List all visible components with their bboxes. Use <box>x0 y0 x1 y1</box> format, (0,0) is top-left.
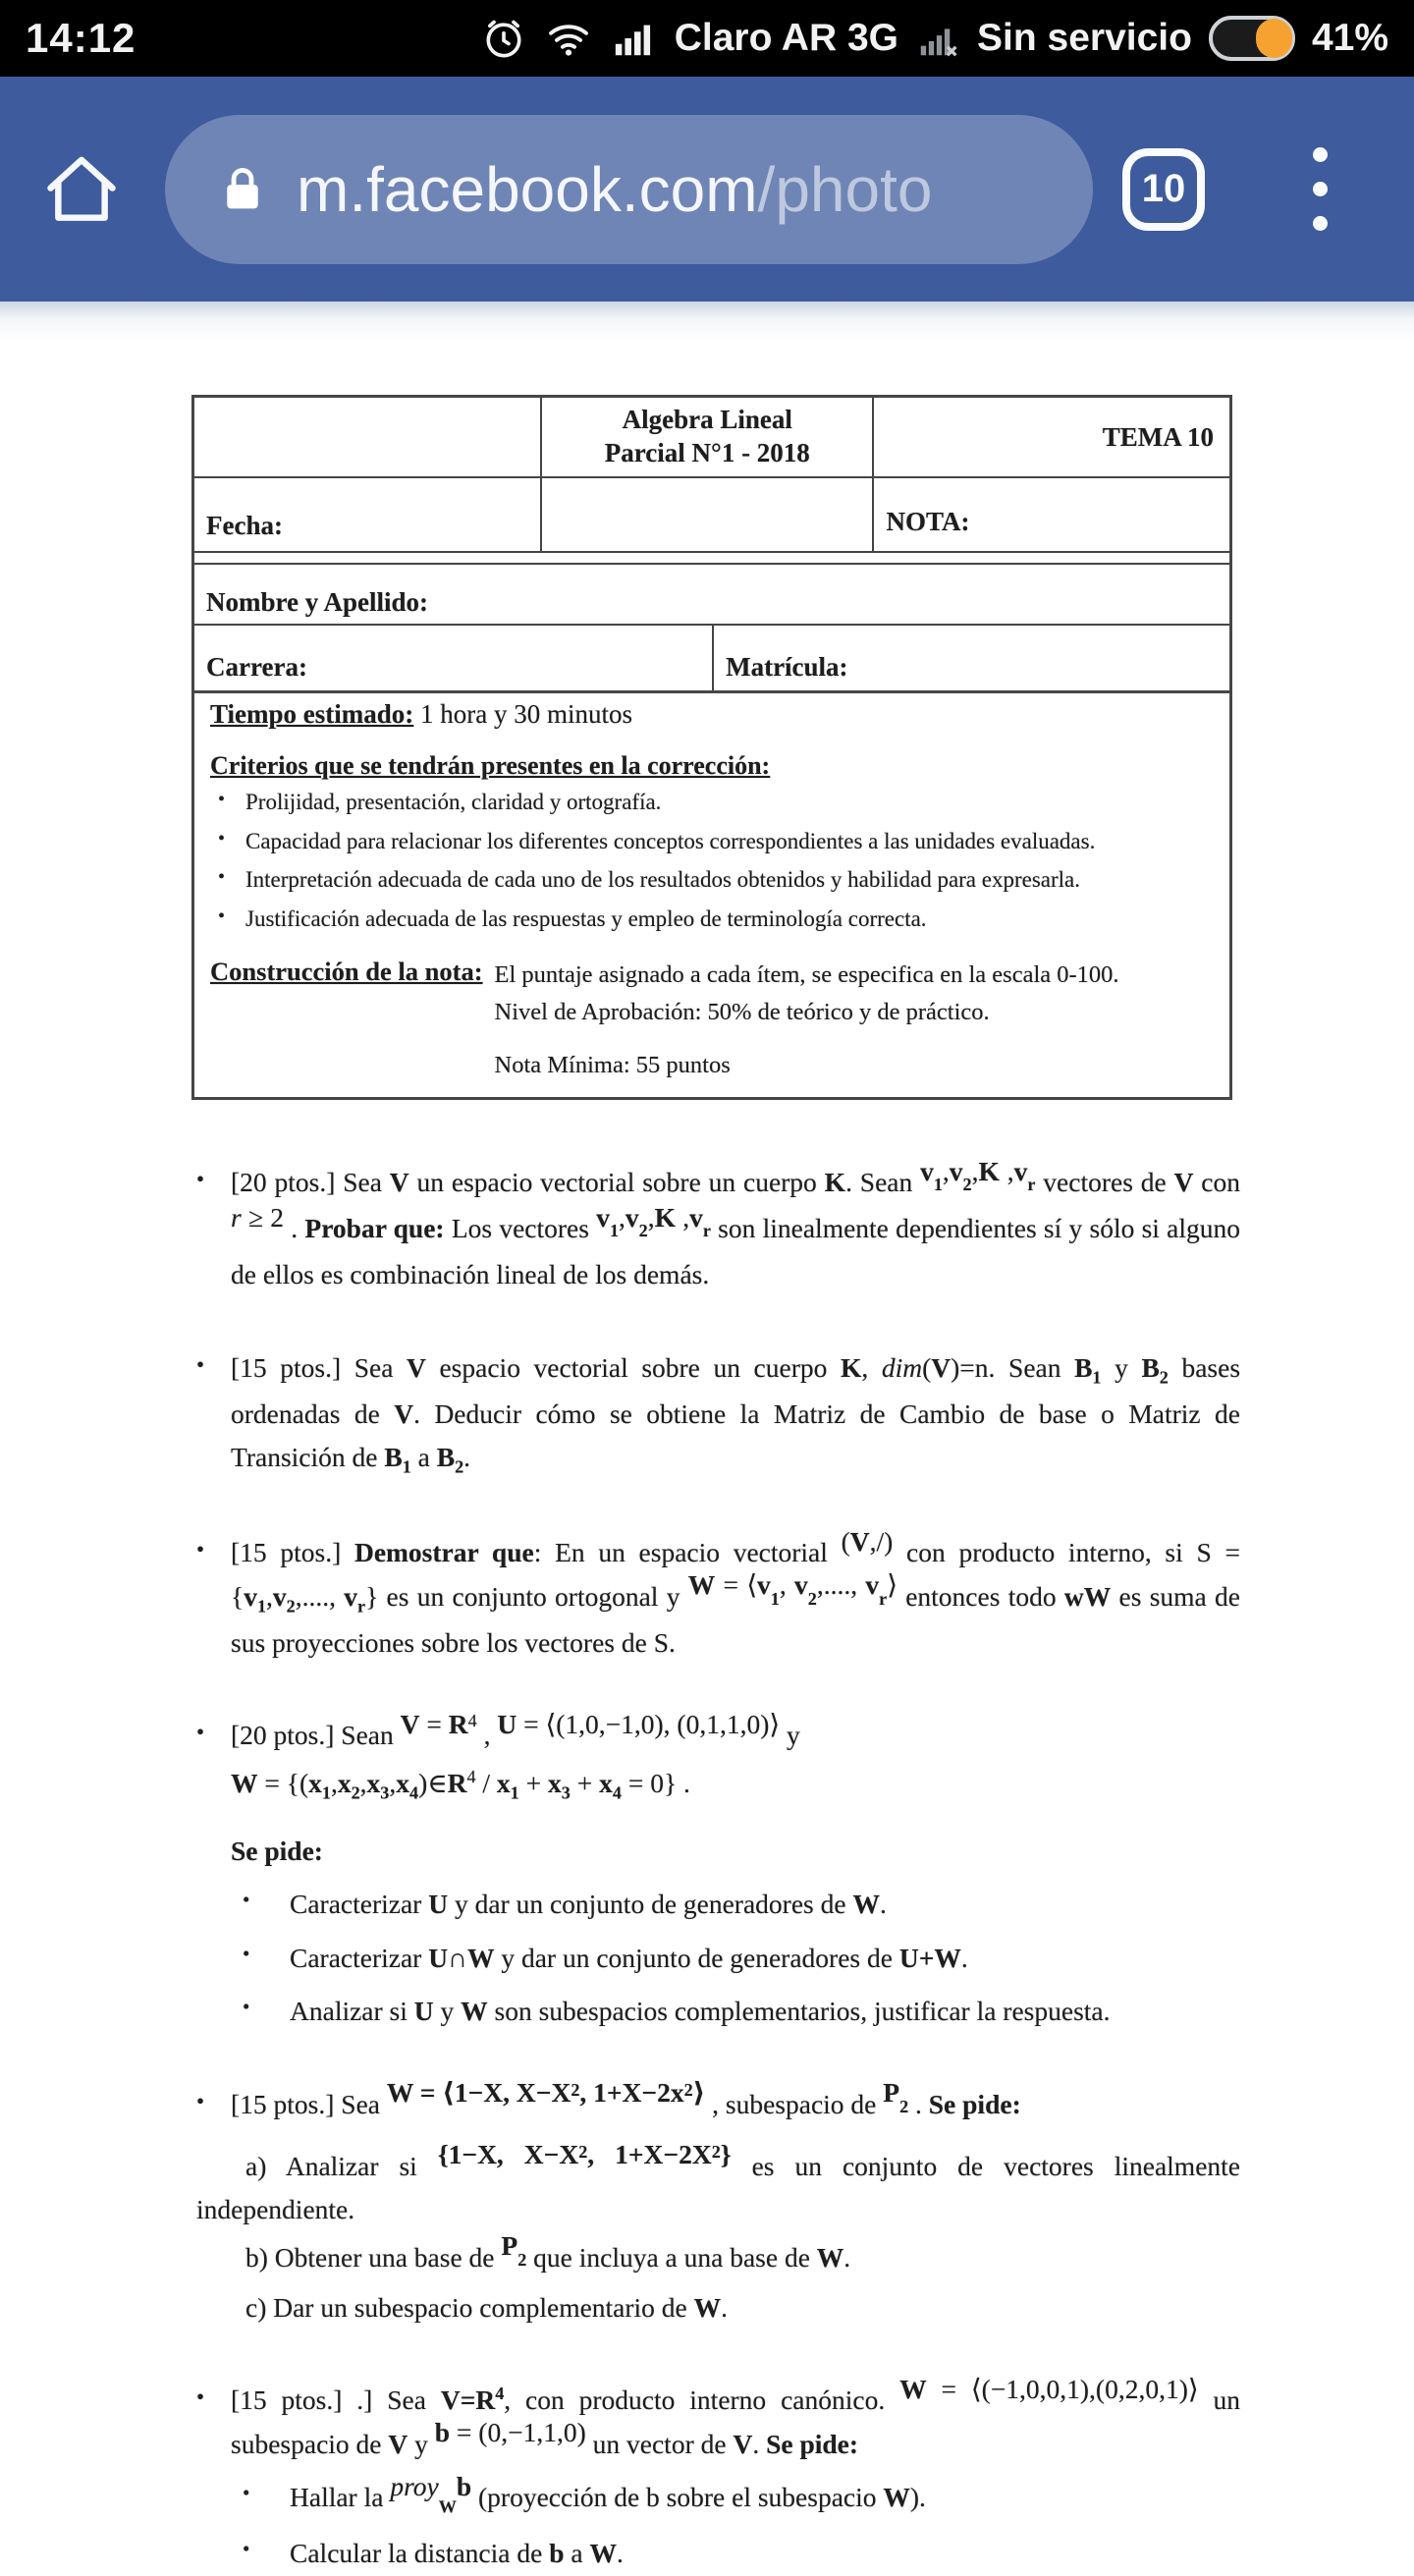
bullet-icon: • <box>196 1167 205 1192</box>
sub-bullet-text: Hallar la proy$_W$b (proyección de b sobre el subespacio W). <box>290 2470 926 2517</box>
nota-minima: Nota Mínima: 55 puntos <box>494 1051 731 1078</box>
question-text: [15 ptos.] .] Sea $V=R^4$, con producto interno canónico. W = ⟨(−1,0,0,1),(0,2,0,1)⟩ un subespacio de V y b = (0,−1,1,0) un vector de V. Se pide: <box>231 2373 1240 2459</box>
question-sub-bullet <box>231 1883 1240 1927</box>
bullet-icon: • <box>196 1537 205 1562</box>
sub-bullet-text: Analizar si U y W son subespacios complementarios, justificar la respuesta. <box>290 1996 1111 2027</box>
home-button[interactable] <box>39 147 124 232</box>
bullet-icon: • <box>218 866 226 889</box>
photo-viewer[interactable] <box>0 341 1414 2569</box>
table-row <box>194 690 1229 1097</box>
bullet-icon: • <box>218 827 226 850</box>
question-sub-bullet <box>231 1937 1240 1981</box>
no-service-label: Sin servicio <box>977 17 1192 59</box>
browser-toolbar <box>0 77 1414 301</box>
bullet-icon: • <box>196 2384 205 2410</box>
question-item <box>142 1155 1272 1296</box>
question-sub-item: c) Dar un subespacio complementario de W. <box>245 2291 729 2323</box>
criterio-text: Capacidad para relacionar los diferentes conceptos correspondientes a las unidades evaluadas. <box>245 828 1096 853</box>
construccion-line2: Nivel de Aprobación: 50% de teórico y de práctico. <box>494 998 990 1025</box>
table-row <box>194 565 1229 624</box>
exam-title-cell <box>542 398 874 476</box>
bullet-icon: • <box>218 789 226 810</box>
empty-cell <box>194 398 542 476</box>
construccion-nota <box>210 957 1214 1084</box>
sub-bullet-text: Calcular la distancia de b a W. <box>290 2538 624 2569</box>
bullet-icon: • <box>196 1720 205 1745</box>
se-pide-label: Se pide: <box>231 1835 323 1866</box>
exam-header-table <box>191 395 1232 1100</box>
criterios-title: Criterios que se tendrán presentes en la corrección: <box>210 751 771 780</box>
question-text: [20 ptos.] Sea V un espacio vectorial sobre un cuerpo K. Sean $v_1,v_2,K$ $,v_r$ vectores de V con r ≥ 2 . Probar que: Los vectores $v_1,v_2,K$ $,v_r$ son linealmente dependientes sí y sólo si alguno de ellos es combinación lineal de los demás. <box>231 1155 1241 1290</box>
bullet-icon: • <box>196 1351 205 1377</box>
signal-icon <box>611 16 658 61</box>
nombre-label: Nombre y Apellido: <box>206 587 429 617</box>
bullet-icon: • <box>243 1941 250 1965</box>
exam-title-line1: Algebra Lineal <box>622 405 792 435</box>
table-row <box>194 478 1229 551</box>
question-text: [15 ptos.] Demostrar que: En un espacio vectorial (V,/) con producto interno, si $S = \{v_1,v_2$,...., $v_r$} es un conjunto ortogonal y $W = ⟨v_1$, $v_2$,...., $v_r⟩$ entonces todo wW es suma de sus proyecciones sobre los vectores de S. <box>231 1525 1240 1658</box>
question-sub-item: a) Analizar si {1−X, $X-X^2$, $1+X-2X^2$} es un conjunto de vectores linealmente independiente. <box>196 2139 1240 2225</box>
table-row <box>194 398 1229 478</box>
sub-bullet-text: Caracterizar U y dar un conjunto de generadores de W. <box>290 1889 887 1920</box>
criterio-item <box>210 785 1214 820</box>
tiempo-label: Tiempo estimado: <box>210 699 414 729</box>
url-path: /photo <box>757 153 933 225</box>
bullet-icon: • <box>218 904 226 927</box>
toolbar-shadow <box>0 301 1414 341</box>
empty-cell <box>542 478 874 551</box>
alarm-icon <box>481 16 526 61</box>
sub-bullet-text: Caracterizar U∩W y dar un conjunto de generadores de U+W. <box>290 1942 968 1973</box>
status-time: 14:12 <box>26 15 136 61</box>
battery-percent-label: 41% <box>1311 17 1388 59</box>
criterio-text: Prolijidad, presentación, claridad y ortografía. <box>245 790 662 814</box>
battery-icon <box>1209 16 1295 61</box>
tiempo-value: 1 hora y 30 minutos <box>413 699 632 729</box>
criterio-item <box>210 824 1214 859</box>
tab-count-label: 10 <box>1141 167 1186 210</box>
question-item <box>142 2077 1272 2329</box>
tiempo-estimado <box>210 699 1214 730</box>
url-bar[interactable] <box>165 115 1093 264</box>
question-item <box>142 2373 1272 2576</box>
criterios-list <box>210 785 1214 937</box>
exam-document <box>142 341 1272 2576</box>
bullet-icon: • <box>243 2481 250 2505</box>
question-sub-item: b) Obtener una base de $P_2$ que incluya a una base de W. <box>245 2230 851 2273</box>
construccion-text <box>495 957 1214 1084</box>
tema-cell: TEMA 10 <box>1102 421 1214 452</box>
fecha-label: Fecha: <box>194 478 542 551</box>
overflow-menu-button[interactable] <box>1313 147 1328 231</box>
construccion-label: Construcción de la nota: <box>210 956 483 986</box>
criterio-item <box>210 902 1214 937</box>
question-item <box>142 1525 1272 1665</box>
url-domain: m.facebook.com <box>297 153 758 225</box>
matricula-label: Matrícula: <box>726 652 848 682</box>
bullet-icon: • <box>243 1888 250 1912</box>
table-divider <box>194 551 1229 565</box>
criterio-text: Interpretación adecuada de cada uno de los resultados obtenidos y habilidad para expresarla. <box>245 867 1081 893</box>
tab-counter-button[interactable] <box>1122 148 1205 231</box>
lock-icon <box>214 161 271 218</box>
question-sub-bullet <box>231 2532 1240 2576</box>
status-icons <box>481 16 1388 61</box>
home-icon <box>39 147 124 232</box>
bullet-icon: • <box>243 2537 250 2561</box>
url-text <box>297 153 932 226</box>
carrier-label: Claro AR 3G <box>674 17 898 59</box>
question-item <box>142 1708 1272 2034</box>
question-text: [15 ptos.] Sea V espacio vectorial sobre un cuerpo K, dim(V)=n. Sean $B_1$ y $B_2$ bases ordenadas de V. Deducir cómo se obtiene la Matriz de Cambio de base o Matriz de Transición de $B_1$ a $B_2$. <box>231 1351 1241 1477</box>
question-text: [15 ptos.] Sea W = ⟨1−X, $X-X^2$, $1+X-2x^2⟩$ , subespacio de $P_2$ . Se pide: <box>231 2077 1021 2119</box>
questions-list <box>142 1155 1272 2575</box>
bullet-icon: • <box>196 2088 205 2113</box>
nota-label: NOTA: <box>886 507 970 536</box>
question-sub-bullet <box>231 1990 1240 2034</box>
wifi-icon <box>543 16 594 61</box>
carrera-label: Carrera: <box>194 626 714 690</box>
construccion-line1: El puntaje asignado a cada ítem, se especifica en la escala 0-100. <box>494 960 1119 988</box>
criterio-item <box>210 862 1214 898</box>
bullet-icon: • <box>243 1995 250 2019</box>
criterio-text: Justificación adecuada de las respuestas y empleo de terminología correcta. <box>245 905 927 931</box>
table-row <box>194 624 1229 690</box>
question-item <box>142 1346 1272 1482</box>
no-signal-icon <box>915 16 960 61</box>
question-sub-bullet <box>231 2470 1240 2522</box>
status-bar <box>0 0 1414 77</box>
question-formula: $W = \{(x_1,x_2,x_3,x_4)\in R^4 / x_1 + x_3 + x_4 = 0\}$ . <box>231 1766 690 1803</box>
exam-title-line2: Parcial N°1 - 2018 <box>604 438 810 467</box>
question-text: [20 ptos.] Sean $V = R^4$ , U = ⟨(1,0,−1,0), (0,1,1,0)⟩ y <box>231 1708 800 1751</box>
